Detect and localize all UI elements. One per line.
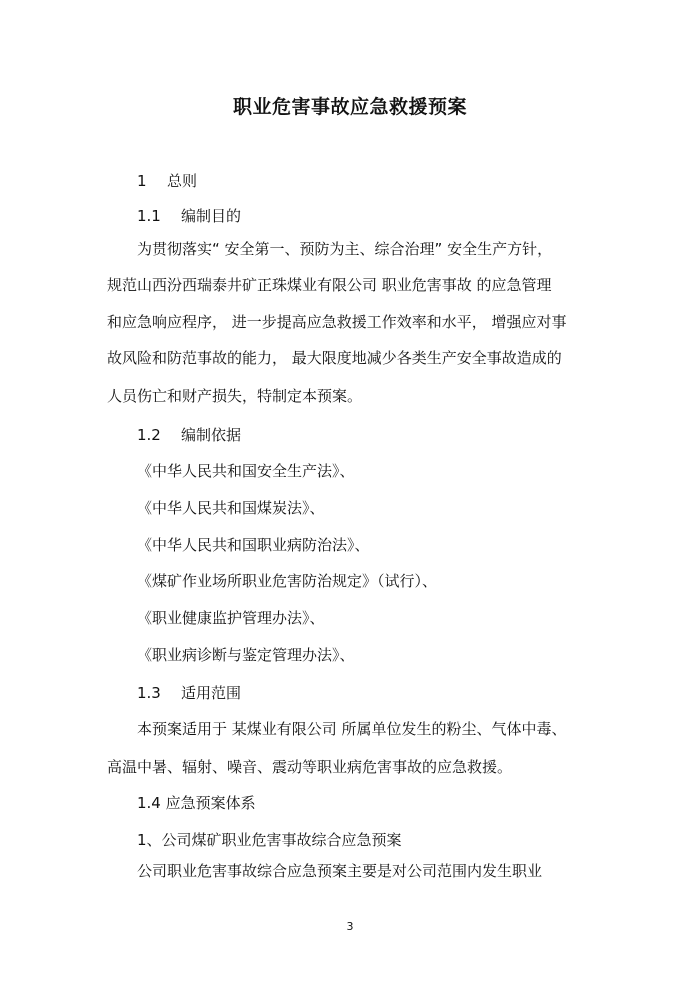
law-item: 《中华人民共和国煤炭法》、 — [137, 499, 325, 517]
paragraph-line: 为贯彻落实“ 安全第一、预防为主、综合治理” 安全生产方针， — [137, 240, 553, 258]
heading-1-2-text: 编制依据 — [181, 426, 242, 444]
heading-1-3 — [137, 683, 241, 703]
heading-1-2-number: 1.2 — [137, 426, 161, 444]
law-item: 《职业健康监护管理办法》、 — [137, 609, 325, 627]
law-item: 《中华人民共和国职业病防治法》、 — [137, 536, 370, 554]
law-item: 《职业病诊断与鉴定管理办法》、 — [137, 646, 355, 664]
page-number: 3 — [346, 920, 354, 933]
heading-1-3-text: 适用范围 — [181, 684, 242, 702]
page-title: 职业危害事故应急救援预案 — [232, 96, 467, 118]
heading-1-1-text: 编制目的 — [181, 207, 242, 225]
heading-1-3-number: 1.3 — [137, 684, 161, 702]
law-item: 《中华人民共和国安全生产法》、 — [137, 462, 355, 480]
heading-1-number: 1 — [137, 172, 147, 190]
heading-1-1 — [137, 206, 241, 226]
paragraph-line: 人员伤亡和财产损失，特制定本预案。 — [107, 387, 363, 405]
law-item: 《煤矿作业场所职业危害防治规定》（试行）、 — [137, 572, 438, 590]
heading-1-4: 1.4 应急预案体系 — [137, 794, 256, 812]
list-item: 1、公司煤矿职业危害事故综合应急预案 — [137, 831, 402, 849]
heading-1-text: 总则 — [167, 172, 198, 190]
paragraph-line: 公司职业危害事故综合应急预案主要是对公司范围内发生职业 — [137, 862, 543, 880]
paragraph-line: 故风险和防范事故的能力， 最大限度地减少各类生产安全事故造成的 — [107, 349, 562, 367]
paragraph-line: 规范山西汾西瑞泰井矿正珠煤业有限公司 职业危害事故 的应急管理 — [107, 276, 552, 294]
heading-1-2 — [137, 425, 241, 445]
paragraph-line: 本预案适用于 某煤业有限公司 所属单位发生的粉尘、气体中毒、 — [137, 720, 567, 738]
heading-1 — [137, 171, 197, 191]
paragraph-line: 和应急响应程序， 进一步提高应急救援工作效率和水平， 增强应对事 — [107, 313, 567, 331]
paragraph-line: 高温中暑、辐射、噪音、震动等职业病危害事故的应急救援。 — [107, 758, 513, 776]
heading-1-1-number: 1.1 — [137, 207, 161, 225]
